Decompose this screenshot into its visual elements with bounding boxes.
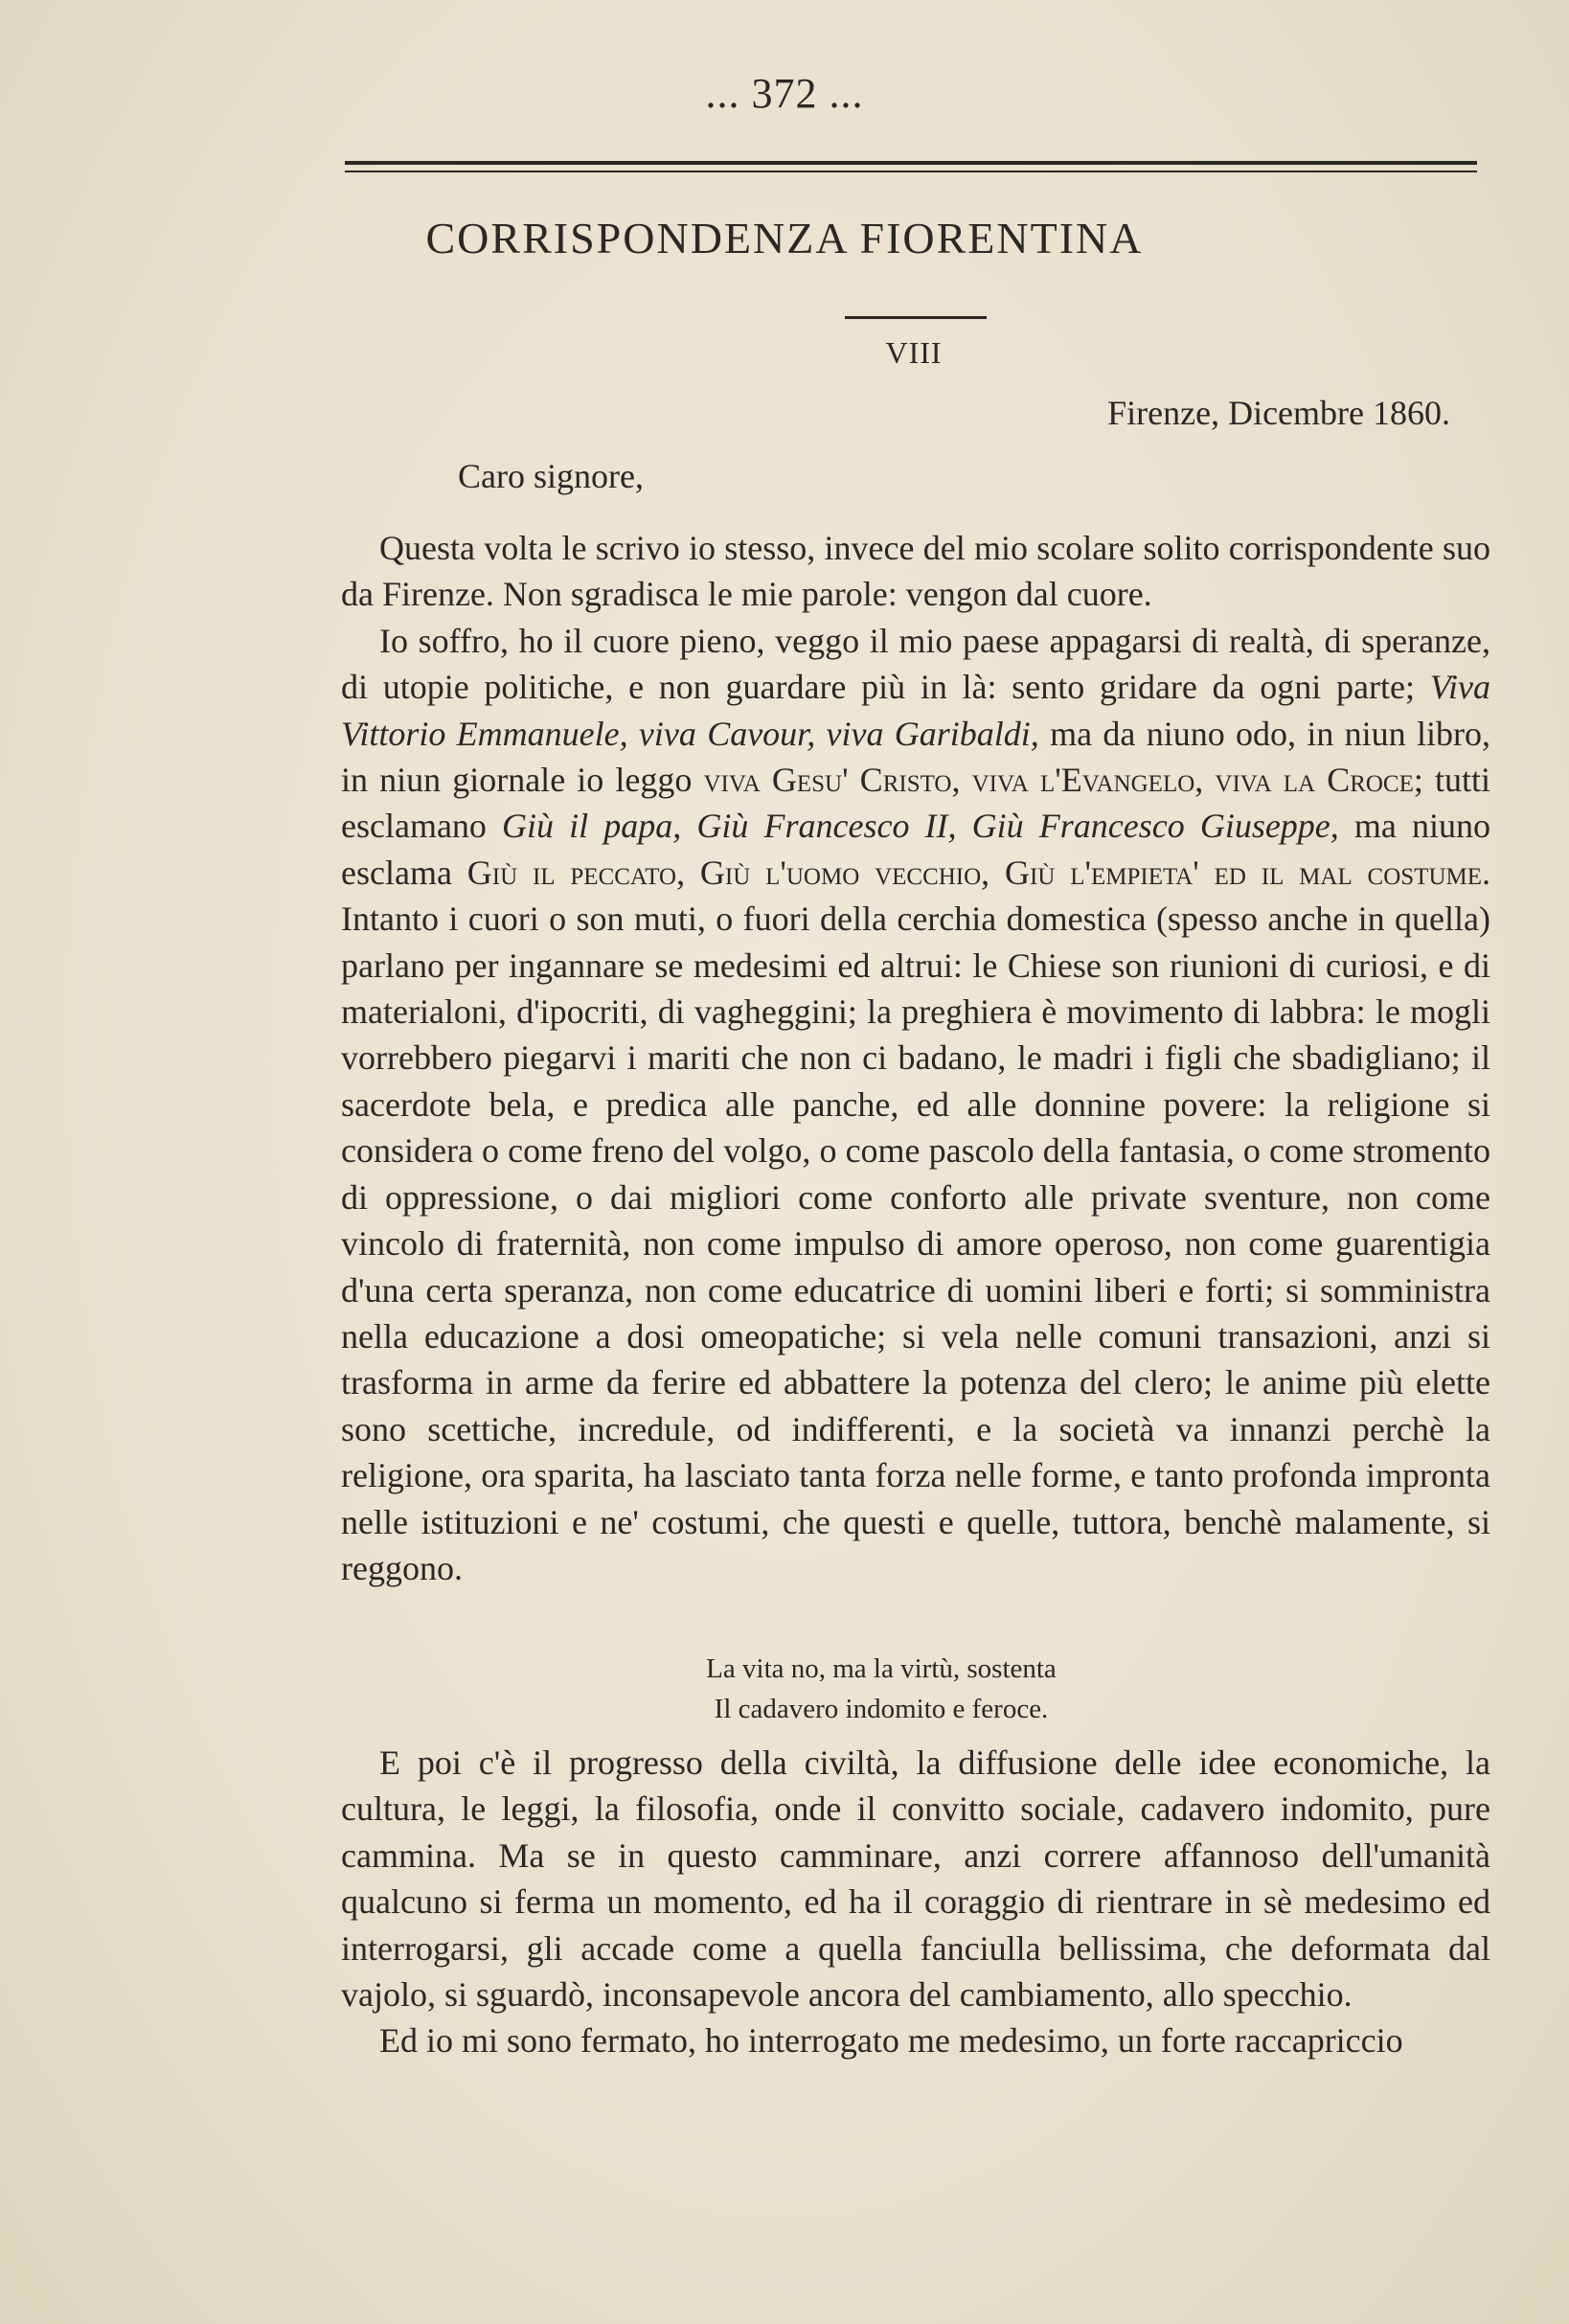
paragraph-2-smallcaps-1: viva Gesu' Cristo, viva l'Evangelo, viva la Croce (703, 761, 1414, 800)
paragraph-2-text-d: ma niuno esclama (341, 807, 1491, 892)
page-number: ... 372 ... (705, 70, 864, 117)
paragraph-4: Ed io mi sono fermato, ho interrogato me medesimo, un forte raccapriccio (379, 2021, 1403, 2061)
paragraph-2-text-c: ; tutti esclamano (341, 761, 1491, 846)
body-text-upper (341, 525, 1490, 1591)
article-title: CORRISPONDENZA FIORENTINA (425, 214, 1144, 262)
title-rule (845, 316, 987, 319)
paragraph-2-smallcaps-2: Giù il peccato, Giù l'uomo vecchio, Giù l'empieta' ed il mal costume (466, 853, 1482, 892)
dateline: Firenze, Dicembre 1860. (1107, 394, 1450, 432)
paragraph-2-text-b: ma da niuno odo, in niun libro, in niun giornale io leggo (341, 714, 1490, 800)
header-double-rule (345, 161, 1477, 172)
section-number: VIII (885, 335, 943, 370)
paragraph-2 (341, 618, 1490, 1592)
verse-line-2: Il cadavero indomito e feroce. (714, 1694, 1049, 1724)
body-text-lower (341, 1740, 1490, 2064)
paragraph-1: Questa volta le scrivo io stesso, invece del mio scolare solito corrispondente suo da Firenze. Non sgradisca le mie parole: vengon dal cuore. (341, 529, 1490, 614)
salutation: Caro signore, (458, 457, 644, 495)
paragraph-2-text-a: Io soffro, ho il cuore pieno, veggo il mio paese appagarsi di realtà, di speranze, di utopie politiche, e non guardare più in là: sento gridare da ogni parte; (341, 621, 1490, 707)
verse-line-1: La vita no, ma la virtù, sostenta (706, 1653, 1057, 1684)
paragraph-2-text-e: . Intanto i cuori o son muti, o fuori della cerchia domestica (spesso anche in quella) parlano per ingannare se medesimi ed altrui: le Chiese son riunioni di curiosi, e di materialoni, d'ipocriti, di vagheggini; la preghiera è movimento di labbra: le mogli vorrebbero piegarvi i mariti che non ci badano, le madri i figli che sbadigliano; il sacerdote bela, e predica alle panche, ed alle donnine povere: la religione si considera o come freno del volgo, o come pascolo della fantasia, o come stromento di oppressione, o dai migliori come conforto alle private sventure, non come vincolo di fraternità, non come impulso di amore operoso, non come guarentigia d'una certa speranza, non come educatrice di uomini liberi e forti; si somministra nella educazione a dosi omeopatiche; si vela nelle comuni transazioni, anzi si trasforma in arme da ferire ed abbattere la potenza del clero; le anime più elette sono scettiche, incredule, od indifferenti, e la società va innanzi perchè la religione, ora sparita, ha lasciato tanta forza nelle forme, e tanto profonda impronta nelle istituzioni e ne' costumi, che questi e quelle, tuttora, benchè malamente, si reggono. (341, 853, 1490, 1587)
paragraph-2-italic-2: Giù il papa, Giù Francesco II, Giù Francesco Giuseppe, (502, 807, 1339, 846)
paragraph-3: E poi c'è il progresso della civiltà, la diffusione delle idee economiche, la cultura, le leggi, la filosofia, onde il convitto sociale, cadavero indomito, pure cammina. Ma se in questo camminare, anzi correre affannoso dell'umanità qualcuno si ferma un momento, ed ha il coraggio di rientrare in sè medesimo ed interrogarsi, gli accade come a quella fanciulla bellissima, che deformata dal vajolo, si sguardò, inconsapevole ancora del cambiamento, allo specchio. (341, 1743, 1490, 2015)
paragraph-2-italic-1: Viva Vittorio Emmanuele, viva Cavour, viva Garibaldi, (341, 668, 1490, 753)
